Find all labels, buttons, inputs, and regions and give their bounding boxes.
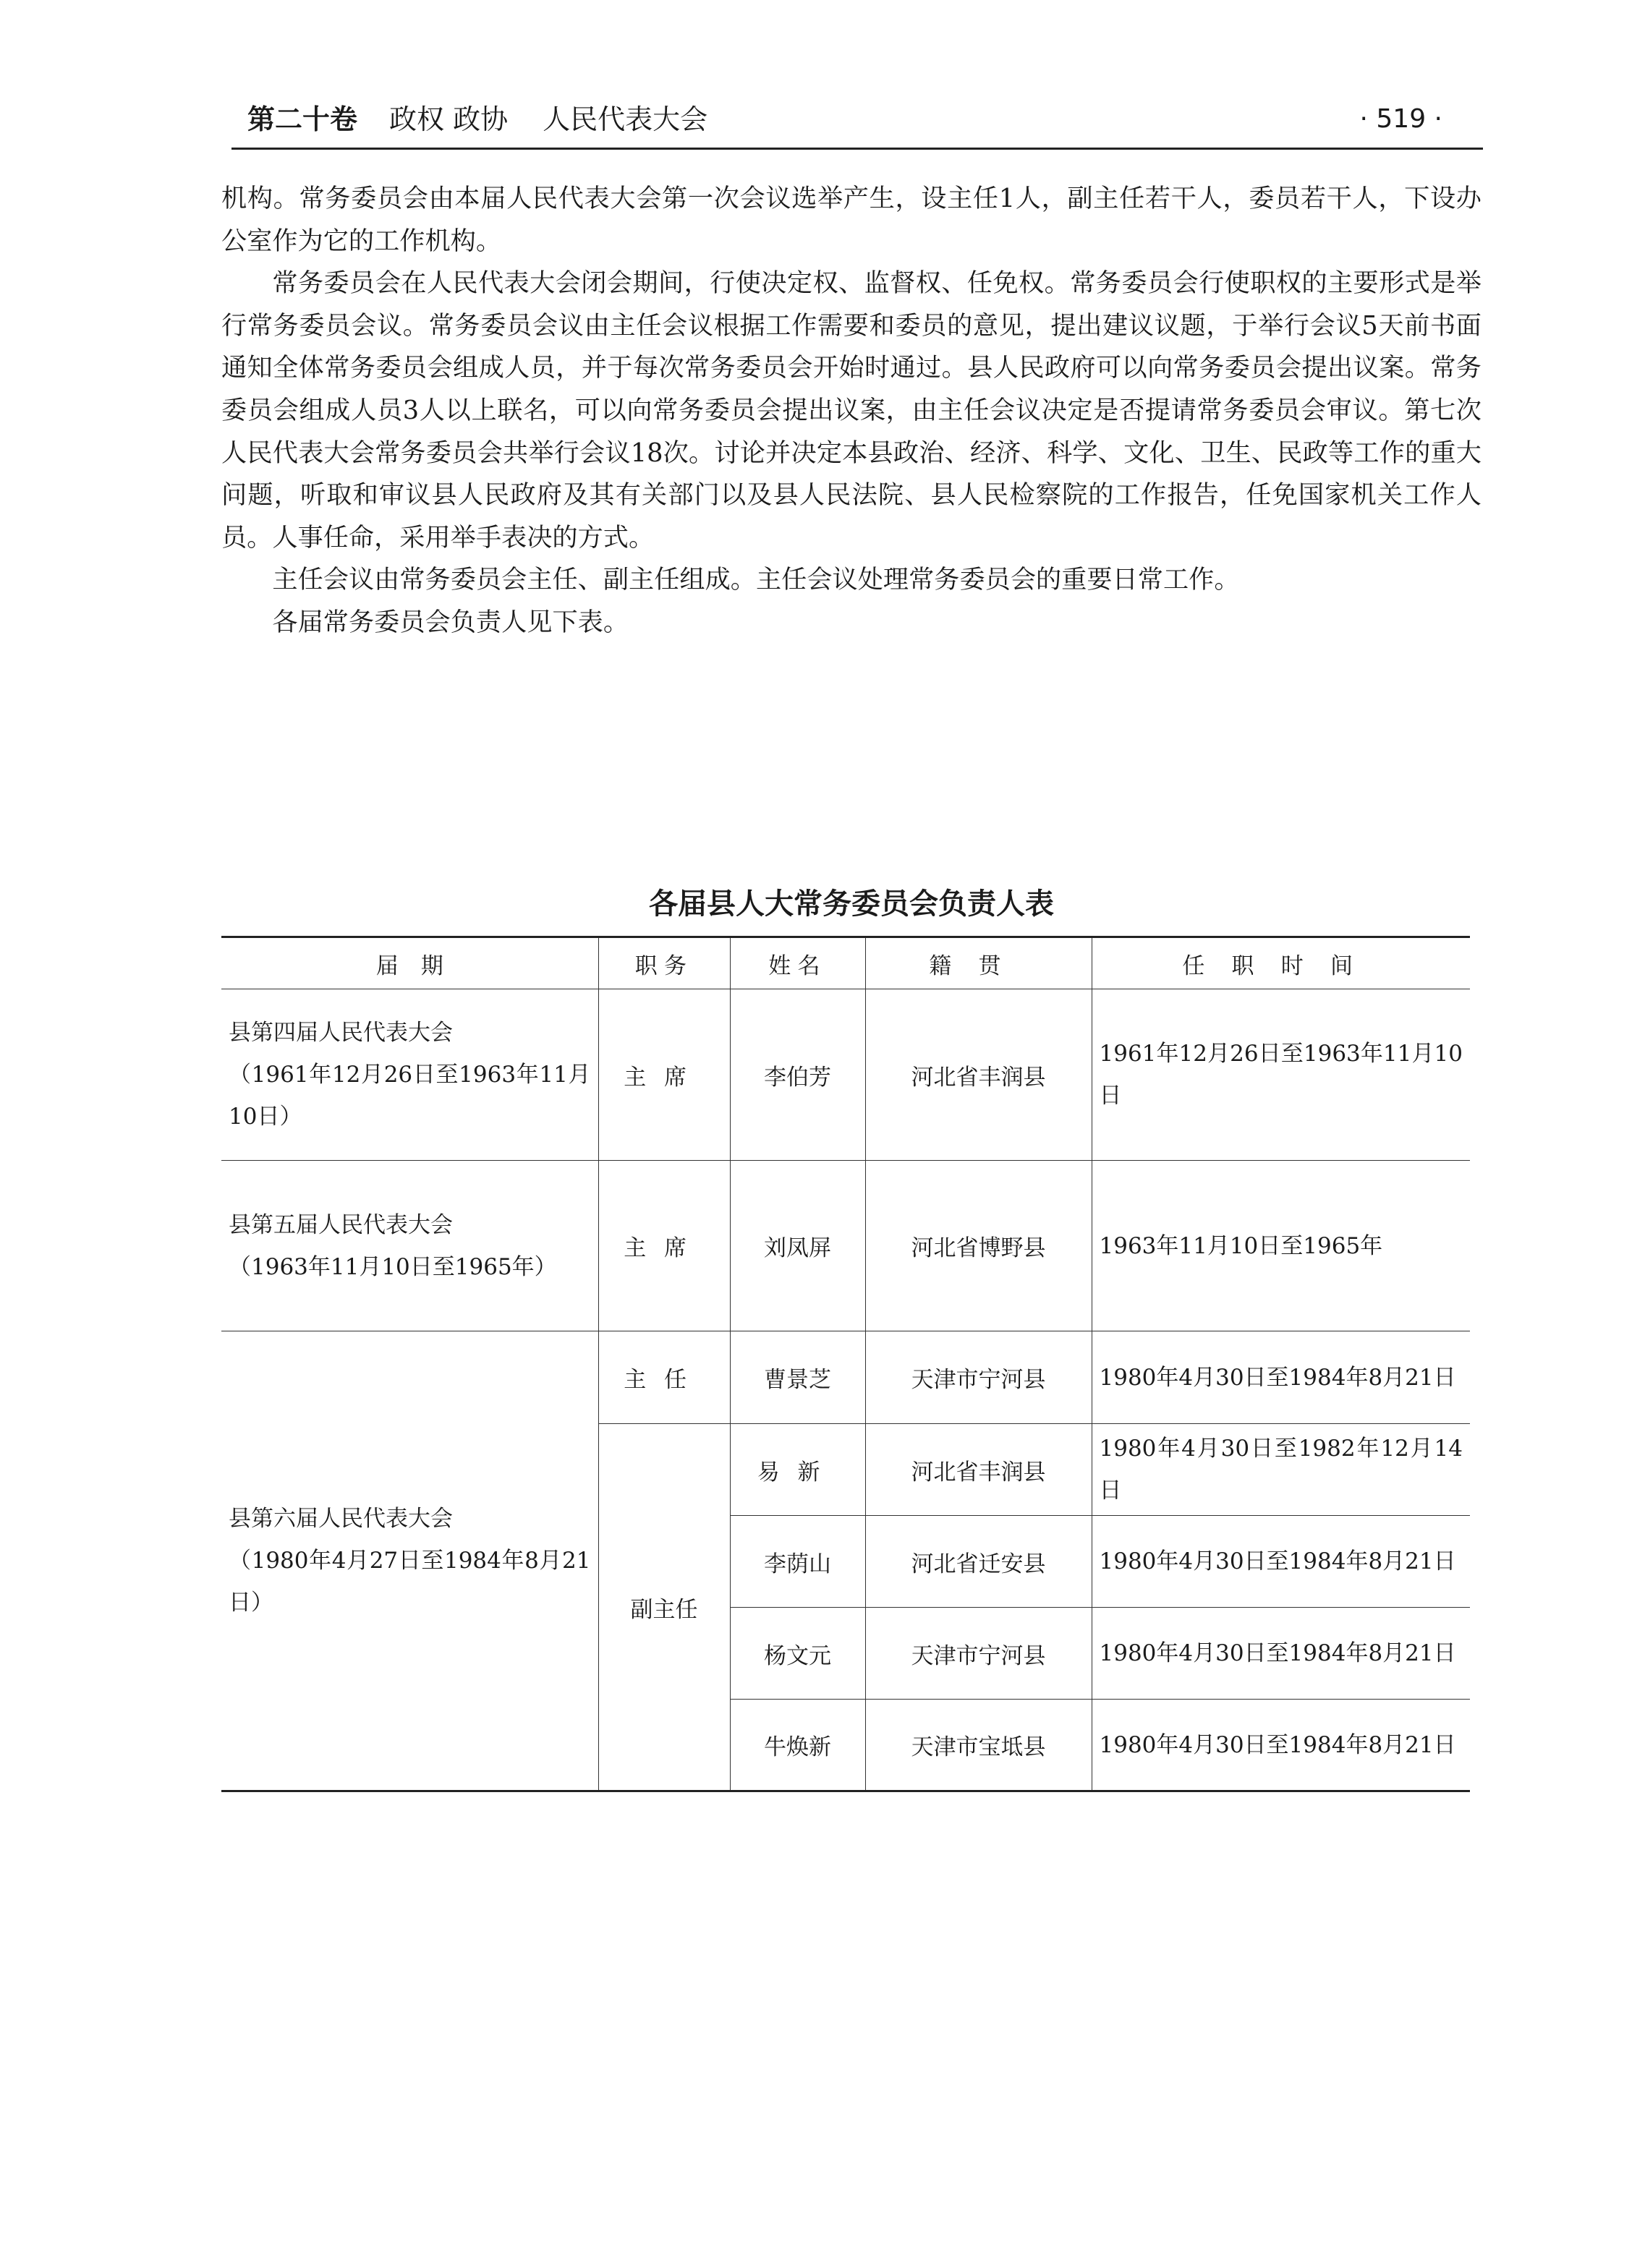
- term-cell: [221, 1331, 598, 1791]
- table-title: 各届县人大常务委员会负责人表: [649, 887, 1054, 921]
- tenure-cell: 1980年4月30日至1984年8月21日: [1092, 1331, 1470, 1424]
- position-cell: 主任: [598, 1331, 730, 1424]
- name-cell: 李荫山: [730, 1516, 865, 1608]
- paragraph-3: 主任会议由常务委员会主任、副主任组成。主任会议处理常务委员会的重要日常工作。: [272, 565, 1240, 595]
- tenure-cell: 1961年12月26日至1963年11月10日: [1092, 989, 1470, 1161]
- tenure-cell: 1980年4月30日至1984年8月21日: [1092, 1700, 1470, 1791]
- name-cell: 曹景芝: [730, 1331, 865, 1424]
- tenure-cell: 1963年11月10日至1965年: [1092, 1161, 1470, 1331]
- name-cell: 牛焕新: [730, 1700, 865, 1791]
- running-head: [247, 95, 707, 143]
- subsection-label: 人民代表大会: [543, 103, 708, 135]
- origin-cell: 河北省丰润县: [865, 989, 1092, 1161]
- leaders-table: [221, 936, 1470, 1792]
- term-dates: （1980年4月27日至1984年8月21日）: [229, 1548, 591, 1616]
- term-name: 县第四届人民代表大会: [229, 1020, 453, 1046]
- origin-cell: 河北省迁安县: [865, 1516, 1092, 1608]
- paragraph-4: 各届常务委员会负责人见下表。: [272, 607, 629, 637]
- body-text: [221, 178, 1482, 644]
- name-cell: 李伯芳: [730, 989, 865, 1161]
- header-tenure: 任职时间: [1092, 937, 1470, 989]
- tenure-cell: 1980年4月30日至1984年8月21日: [1092, 1516, 1470, 1608]
- position-cell: 主席: [598, 989, 730, 1161]
- origin-cell: 天津市宁河县: [865, 1608, 1092, 1700]
- origin-cell: 河北省博野县: [865, 1161, 1092, 1331]
- name-cell: 易新: [730, 1424, 865, 1516]
- header-term: 届 期: [221, 937, 598, 989]
- term-dates: （1961年12月26日至1963年11月10日）: [229, 1062, 591, 1130]
- header-origin: 籍贯: [865, 937, 1092, 989]
- header-position: 职务: [598, 937, 730, 989]
- position-cell: 主席: [598, 1161, 730, 1331]
- tenure-cell: 1980年4月30日至1982年12月14日: [1092, 1424, 1470, 1516]
- name-cell: 杨文元: [730, 1608, 865, 1700]
- table-header-row: [221, 937, 1470, 989]
- table-row: [221, 1161, 1470, 1331]
- paragraph-1: 机构。常务委员会由本届人民代表大会第一次会议选举产生，设主任1人，副主任若干人，委员若干人，下设办公室作为它的工作机构。: [221, 184, 1482, 256]
- term-cell: [221, 989, 598, 1161]
- paragraph-2: 常务委员会在人民代表大会闭会期间，行使决定权、监督权、任免权。常务委员会行使职权的主要形式是举行常务委员会议。常务委员会议由主任会议根据工作需要和委员的意见，提出建议议题，于举行会议5天前书面通知全体常务委员会组成人员，并于每次常务委员会开始时通过。县人民政府可以向常务委员会提出议案。常务委员会组成人员3人以上联名，可以向常务委员会提出议案，由主任会议决定是否提请常务委员会审议。第七次人民代表大会常务委员会共举行会议18次。讨论并决定本县政治、经济、科学、文化、卫生、民政等工作的重大问题，听取和审议县人民政府及其有关部门以及县人民法院、县人民检察院的工作报告，任免国家机关工作人员。人事任命，采用举手表决的方式。: [221, 268, 1482, 553]
- volume-label: 第二十卷: [247, 103, 358, 135]
- term-name: 县第六届人民代表大会: [229, 1506, 453, 1532]
- term-dates: （1963年11月10日至1965年）: [229, 1253, 557, 1280]
- table-row: [221, 1331, 1470, 1424]
- origin-cell: 天津市宁河县: [865, 1331, 1092, 1424]
- tenure-cell: 1980年4月30日至1984年8月21日: [1092, 1608, 1470, 1700]
- origin-cell: 河北省丰润县: [865, 1424, 1092, 1516]
- position-cell: 副主任: [598, 1424, 730, 1791]
- origin-cell: 天津市宝坻县: [865, 1700, 1092, 1791]
- term-cell: [221, 1161, 598, 1331]
- header-name: 姓名: [730, 937, 865, 989]
- page-header: [231, 95, 1483, 150]
- section-label: 政权 政协: [389, 103, 509, 135]
- table-row: [221, 989, 1470, 1161]
- page-number: · 519 ·: [1359, 104, 1442, 134]
- term-name: 县第五届人民代表大会: [229, 1211, 453, 1238]
- name-cell: 刘凤屏: [730, 1161, 865, 1331]
